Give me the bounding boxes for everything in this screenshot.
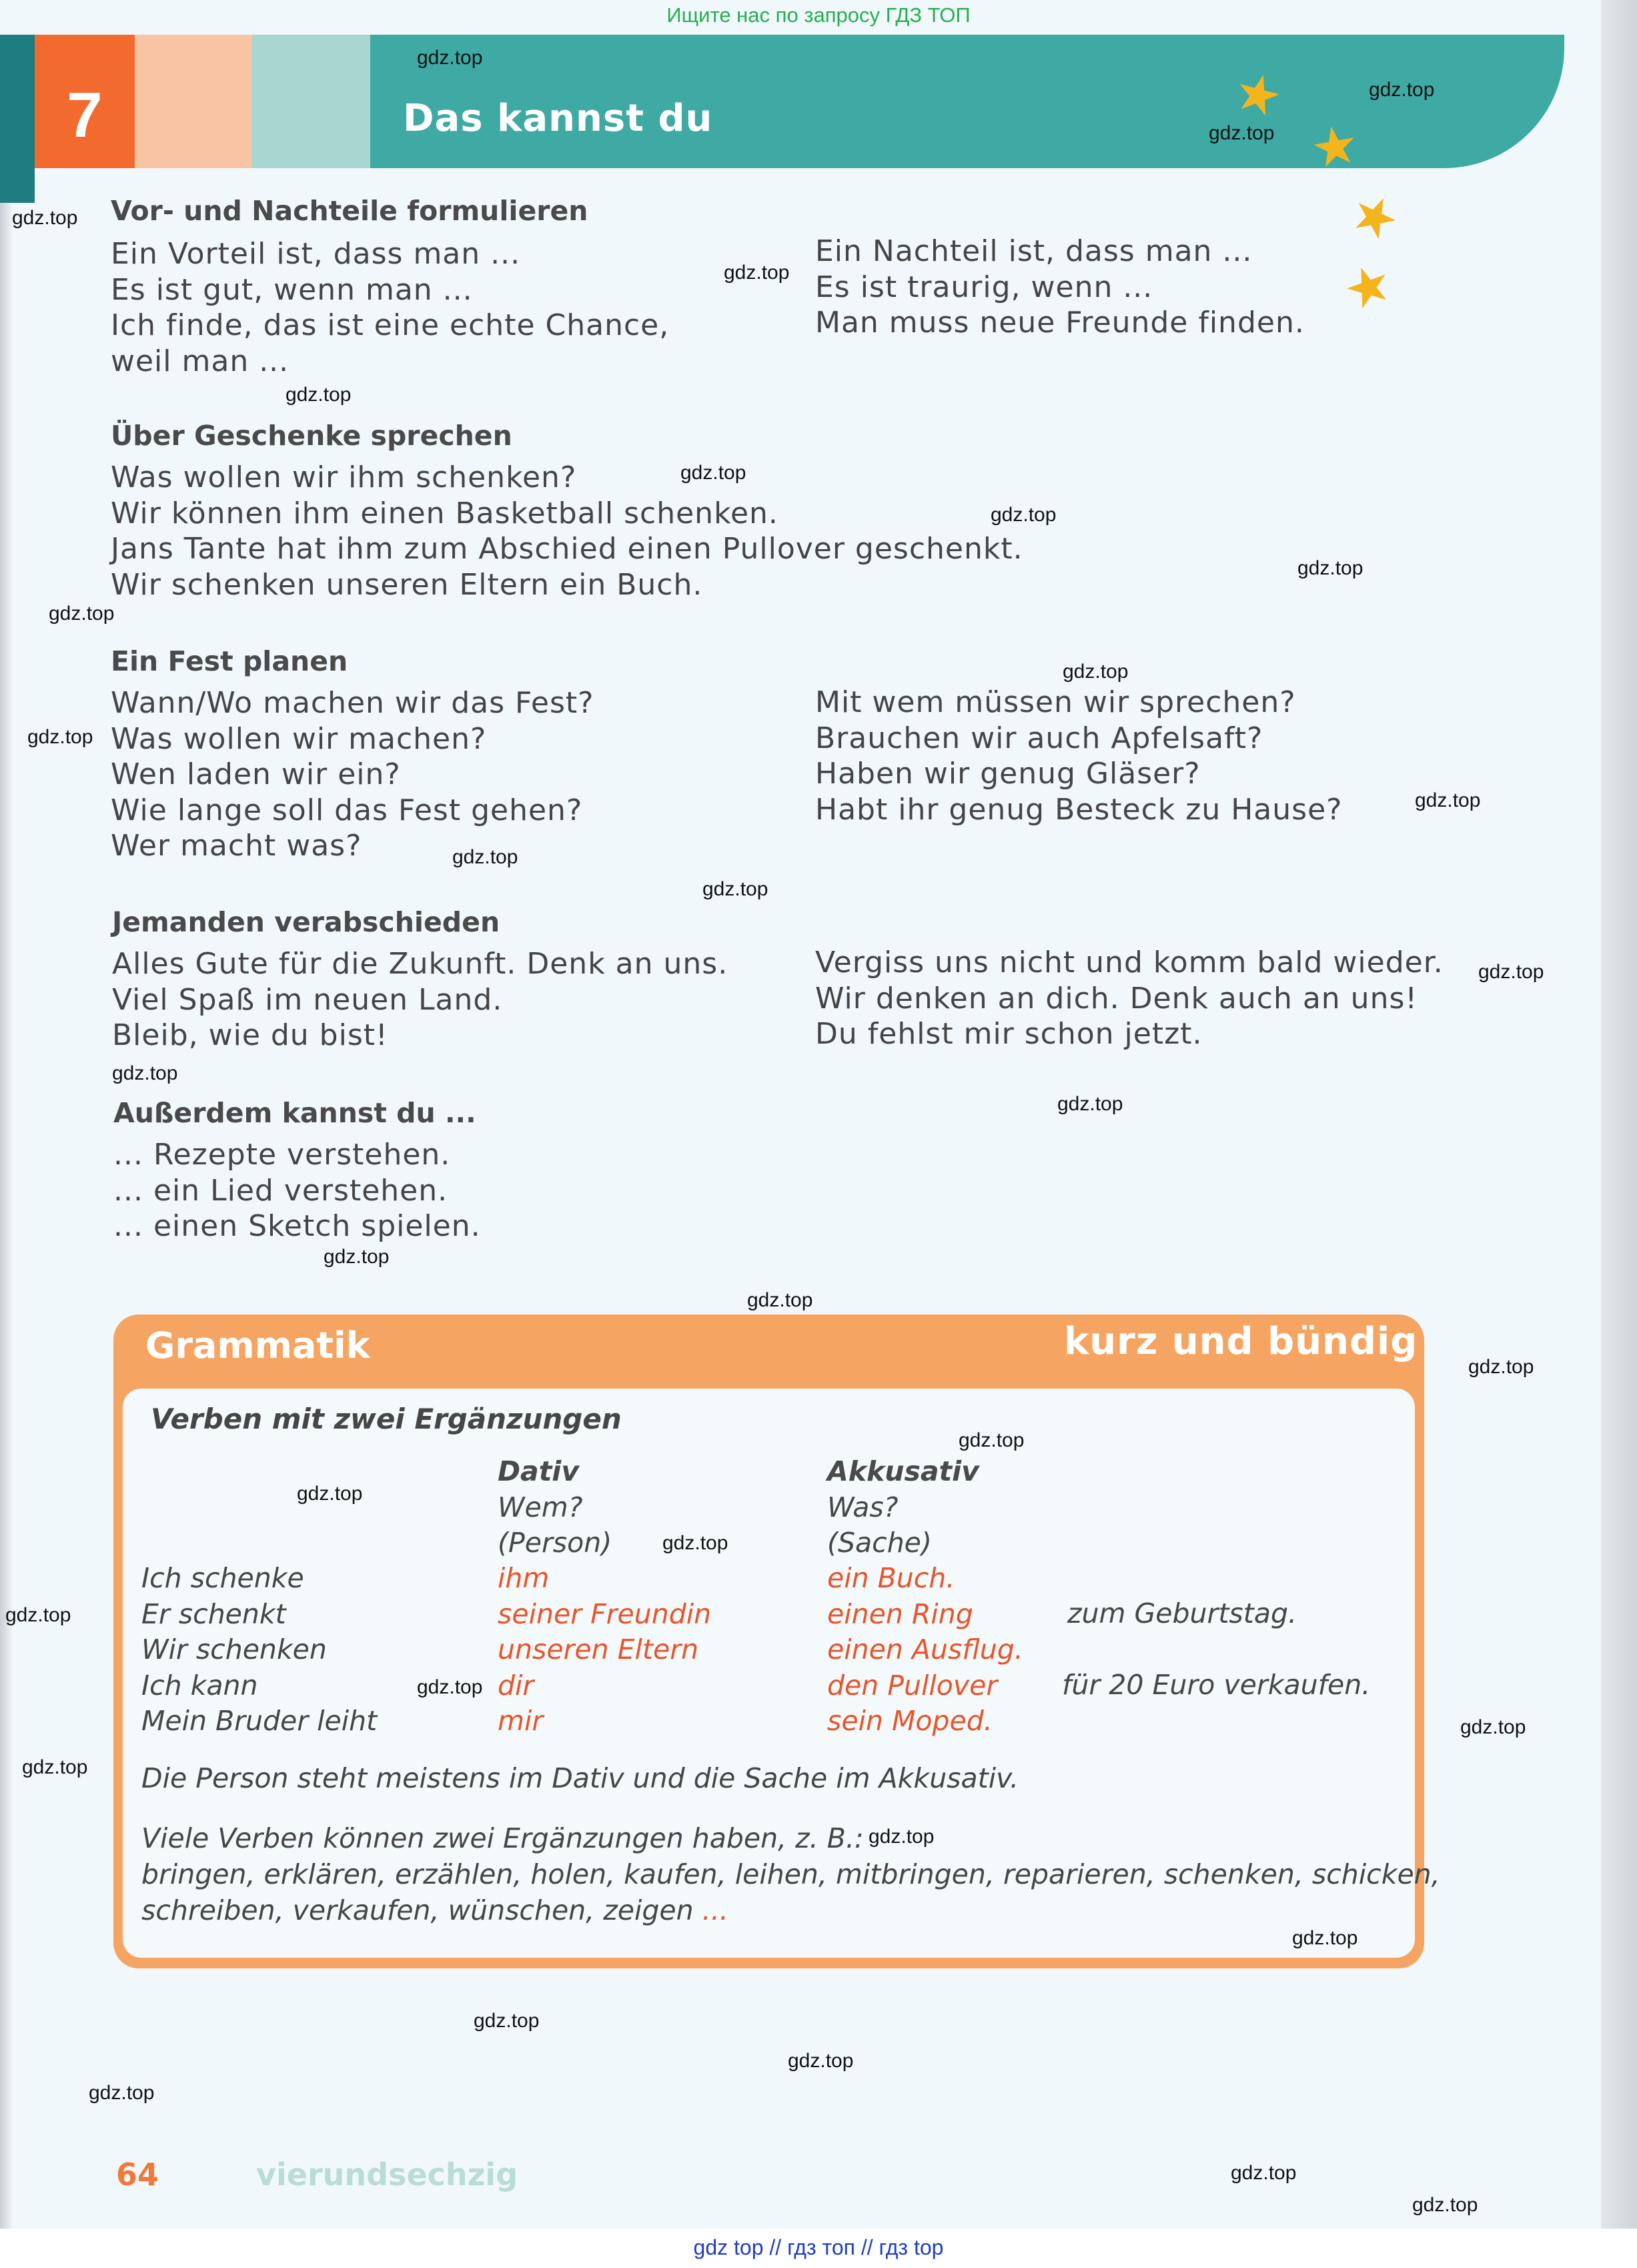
text-line: Viel Spaß im neuen Land. (112, 982, 503, 1017)
header-light-teal-block (251, 35, 370, 168)
akkusativ-hint: (Sache) (827, 1527, 932, 1559)
watermark: gdz.top (680, 462, 746, 484)
akkusativ-header (827, 1454, 979, 1561)
watermark: gdz.top (452, 846, 518, 868)
note-line-text: schreiben, verkaufen, wünschen, zeigen (141, 1894, 694, 1926)
watermark: gdz.top (959, 1429, 1025, 1451)
watermark: gdz.top (747, 1289, 813, 1311)
fest-right (815, 685, 1343, 827)
table-cell: dir (498, 1669, 534, 1702)
table-cell: einen Ring (827, 1597, 973, 1630)
table-cell: seiner Freundin (498, 1597, 712, 1630)
text-line: ... einen Sketch spielen. (113, 1209, 481, 1243)
dativ-heading: Dativ (498, 1455, 580, 1487)
grammar-title-right: kurz und bündig (1064, 1320, 1418, 1363)
text-line: Ein Nachteil ist, dass man ... (815, 234, 1253, 268)
watermark: gdz.top (417, 47, 483, 69)
table-cell: ein Buch. (827, 1562, 955, 1594)
watermark: gdz.top (286, 384, 352, 406)
text-line: Vergiss uns nicht und komm bald wieder. (815, 946, 1444, 980)
table-cell: Ich schenke (141, 1562, 304, 1594)
text-line: weil man ... (111, 344, 290, 378)
text-line: Wie lange soll das Fest gehen? (111, 793, 583, 827)
akkusativ-heading: Akkusativ (827, 1455, 979, 1487)
watermark: gdz.top (991, 504, 1057, 526)
section-title-fest: Ein Fest planen (111, 645, 348, 677)
dativ-column (498, 1561, 711, 1740)
table-cell: einen Ausflug. (827, 1633, 1023, 1665)
note-line (141, 1892, 1440, 1928)
watermark: gdz.top (1063, 661, 1129, 683)
text-line: Wann/Wo machen wir das Fest? (111, 686, 594, 720)
top-banner: Ищите нас по запросу ГДЗ ТОП (666, 3, 971, 27)
vorteile-right (815, 234, 1305, 341)
text-line: Wir können ihm einen Basketball schenken. (111, 496, 778, 530)
section-title-verabschieden: Jemanden verabschieden (112, 906, 500, 938)
text-line: Bleib, wie du bist! (112, 1018, 388, 1052)
watermark: gdz.top (1057, 1093, 1123, 1115)
grammar-rule: Die Person steht meistens im Dativ und die Sache im Akkusativ. (141, 1762, 1019, 1794)
note-line: Viele Verben können zwei Ergänzungen haben, z. B.: (141, 1822, 864, 1854)
watermark: gdz.top (702, 878, 768, 900)
section-title-geschenke: Über Geschenke sprechen (111, 420, 512, 452)
watermark: gdz.top (1460, 1716, 1526, 1738)
watermark: gdz.top (788, 2050, 854, 2072)
fest-left (111, 685, 594, 864)
text-line: Jans Tante hat ihm zum Abschied einen Pullover geschenkt. (111, 532, 1023, 566)
star-icon: ★ (1305, 111, 1364, 181)
text-line: Ein Vorteil ist, dass man ... (111, 237, 521, 271)
text-line: Haben wir genug Gläser? (815, 757, 1201, 791)
watermark: gdz.top (1468, 1356, 1534, 1378)
verabschieden-left (112, 946, 728, 1054)
grammar-title: Grammatik (145, 1325, 370, 1367)
star-icon: ★ (1339, 178, 1410, 255)
text-line: Du fehlst mir schon jetzt. (815, 1017, 1203, 1051)
text-line: Es ist traurig, wenn ... (815, 270, 1153, 304)
verabschieden-right (815, 945, 1444, 1052)
bottom-banner: gdz top // гдз топ // гдз top (0, 2229, 1637, 2268)
grammar-note (141, 1820, 1440, 1928)
watermark: gdz.top (662, 1532, 728, 1554)
text-line: ... Rezepte verstehen. (113, 1138, 451, 1172)
header-dark-strip (0, 35, 35, 203)
note-ellipsis: ... (702, 1894, 728, 1926)
watermark: gdz.top (1231, 2162, 1297, 2184)
akkusativ-column (827, 1561, 1023, 1740)
table-cell: unseren Eltern (498, 1633, 699, 1665)
text-line: Wir denken an dich. Denk auch an uns! (815, 981, 1418, 1016)
watermark: gdz.top (22, 1756, 88, 1778)
dativ-question: Wem? (498, 1491, 583, 1523)
subjects-column (141, 1561, 377, 1740)
dativ-header (498, 1454, 612, 1561)
star-icon: ★ (1335, 249, 1402, 324)
watermark: gdz.top (49, 603, 115, 625)
watermark: gdz.top (1292, 1927, 1358, 1949)
watermark: gdz.top (869, 1826, 935, 1848)
section-title-ausserdem: Außerdem kannst du ... (113, 1097, 476, 1129)
vorteile-left (111, 236, 669, 379)
watermark: gdz.top (1412, 2194, 1478, 2216)
grammar-subtitle: Verben mit zwei Ergänzungen (151, 1403, 622, 1435)
text-line: Was wollen wir ihm schenken? (111, 460, 577, 494)
text-line: Ich finde, das ist eine echte Chance, (111, 308, 670, 342)
table-cell: Er schenkt (141, 1597, 286, 1630)
watermark: gdz.top (112, 1062, 178, 1084)
table-cell: Wir schenken (141, 1633, 327, 1665)
page-left-edge (0, 40, 12, 2242)
page-number: 64 (116, 2157, 159, 2193)
table-cell: ihm (498, 1562, 550, 1594)
watermark: gdz.top (1209, 122, 1275, 144)
text-line: Was wollen wir machen? (111, 721, 487, 756)
watermark: gdz.top (1415, 789, 1481, 811)
text-line: Wen laden wir ein? (111, 757, 401, 791)
watermark: gdz.top (1369, 79, 1435, 101)
section-title-vorteile: Vor- und Nachteile formulieren (111, 195, 588, 227)
header-peach-block (135, 35, 251, 168)
text-line: Habt ihr genug Besteck zu Hause? (815, 792, 1343, 827)
text-line: Es ist gut, wenn man ... (111, 272, 473, 307)
table-cell: den Pullover (827, 1669, 998, 1702)
text-line: ... ein Lied verstehen. (113, 1173, 448, 1208)
dativ-hint: (Person) (498, 1527, 612, 1559)
watermark: gdz.top (1297, 557, 1363, 579)
note-line: bringen, erklären, erzählen, holen, kaufen, leihen, mitbringen, reparieren, schenken, schicken, (141, 1858, 1440, 1890)
watermark: gdz.top (12, 207, 78, 229)
watermark: gdz.top (474, 2010, 540, 2032)
watermark: gdz.top (89, 2082, 155, 2104)
table-cell: Ich kann (141, 1669, 258, 1702)
text-line: Man muss neue Freunde finden. (815, 306, 1305, 340)
text-line: Alles Gute für die Zukunft. Denk an uns. (112, 947, 728, 981)
extra-cell: für 20 Euro verkaufen. (1062, 1669, 1371, 1701)
star-icon: ★ (1227, 58, 1289, 131)
akkusativ-question: Was? (827, 1491, 899, 1523)
book-spine (1601, 0, 1637, 2268)
page-number-word: vierundsechzig (256, 2157, 518, 2193)
extra-cell: zum Geburtstag. (1067, 1597, 1297, 1629)
page-title: Das kannst du (403, 97, 713, 140)
watermark: gdz.top (1478, 961, 1544, 983)
watermark: gdz.top (417, 1676, 483, 1698)
watermark: gdz.top (297, 1483, 363, 1505)
text-line: Brauchen wir auch Apfelsaft? (815, 721, 1263, 755)
geschenke-lines (111, 460, 1023, 603)
text-line: Mit wem müssen wir sprechen? (815, 685, 1296, 719)
chapter-number: 7 (67, 79, 103, 151)
watermark: gdz.top (5, 1604, 71, 1626)
text-line: Wer macht was? (111, 829, 362, 863)
text-line: Wir schenken unseren Eltern ein Buch. (111, 567, 703, 602)
watermark: gdz.top (27, 726, 93, 748)
watermark: gdz.top (724, 262, 790, 284)
watermark: gdz.top (324, 1246, 390, 1268)
table-cell: Mein Bruder leiht (141, 1705, 378, 1737)
table-cell: sein Moped. (827, 1705, 993, 1737)
ausserdem-lines (113, 1137, 481, 1244)
table-cell: mir (498, 1705, 544, 1737)
